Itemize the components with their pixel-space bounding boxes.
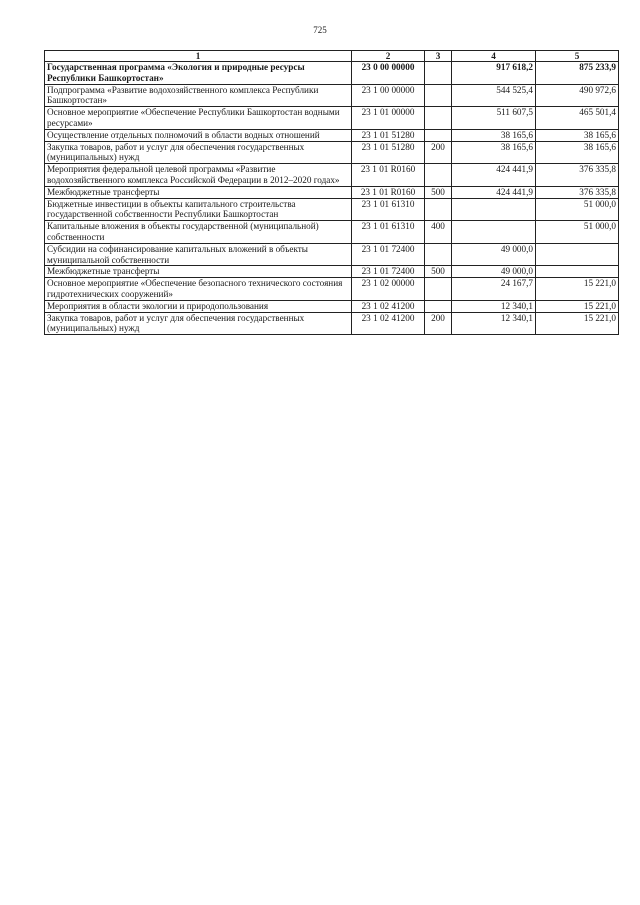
row-expense-type-cell: 500 xyxy=(425,186,452,198)
row-code-cell: 23 1 02 00000 xyxy=(352,278,425,301)
table-body xyxy=(45,62,619,335)
row-amount-col5-cell xyxy=(536,243,619,266)
row-code-cell: 23 1 01 R0160 xyxy=(352,186,425,198)
table-row xyxy=(45,107,619,130)
row-code-cell: 23 1 01 51280 xyxy=(352,129,425,141)
table-row xyxy=(45,300,619,312)
row-code-cell: 23 0 00 00000 xyxy=(352,62,425,85)
row-expense-type-cell: 200 xyxy=(425,141,452,164)
row-amount-col4-cell: 24 167,7 xyxy=(452,278,536,301)
row-name-cell: Подпрограмма «Развитие водохозяйственного комплекса Республики Башкортостан» xyxy=(45,84,352,107)
row-expense-type-cell: 400 xyxy=(425,221,452,244)
row-code-cell: 23 1 02 41200 xyxy=(352,312,425,335)
row-code-cell: 23 1 02 41200 xyxy=(352,300,425,312)
row-expense-type-cell: 200 xyxy=(425,312,452,335)
header-col-4: 4 xyxy=(452,51,536,62)
table-row xyxy=(45,312,619,335)
row-amount-col4-cell: 544 525,4 xyxy=(452,84,536,107)
row-code-cell: 23 1 01 51280 xyxy=(352,141,425,164)
header-col-2: 2 xyxy=(352,51,425,62)
row-amount-col5-cell: 465 501,4 xyxy=(536,107,619,130)
header-col-3: 3 xyxy=(425,51,452,62)
table-row xyxy=(45,221,619,244)
row-expense-type-cell xyxy=(425,107,452,130)
row-amount-col5-cell: 15 221,0 xyxy=(536,312,619,335)
row-code-cell: 23 1 01 72400 xyxy=(352,266,425,278)
row-name-cell: Межбюджетные трансферты xyxy=(45,186,352,198)
row-amount-col4-cell: 38 165,6 xyxy=(452,141,536,164)
row-amount-col4-cell: 917 618,2 xyxy=(452,62,536,85)
row-amount-col5-cell: 51 000,0 xyxy=(536,221,619,244)
table-row xyxy=(45,62,619,85)
row-amount-col4-cell: 38 165,6 xyxy=(452,129,536,141)
table-row xyxy=(45,243,619,266)
row-name-cell: Капитальные вложения в объекты государственной (муниципальной) собственности xyxy=(45,221,352,244)
row-name-cell: Закупка товаров, работ и услуг для обеспечения государственных (муниципальных) нужд xyxy=(45,312,352,335)
table-row xyxy=(45,141,619,164)
row-name-cell: Субсидии на софинансирование капитальных вложений в объекты муниципальной собственности xyxy=(45,243,352,266)
row-amount-col5-cell: 376 335,8 xyxy=(536,164,619,187)
row-amount-col4-cell: 49 000,0 xyxy=(452,266,536,278)
row-amount-col5-cell: 38 165,6 xyxy=(536,141,619,164)
header-row xyxy=(45,51,619,62)
table-row xyxy=(45,186,619,198)
row-amount-col4-cell xyxy=(452,221,536,244)
row-amount-col4-cell: 49 000,0 xyxy=(452,243,536,266)
table-row xyxy=(45,198,619,221)
row-amount-col4-cell: 12 340,1 xyxy=(452,312,536,335)
row-amount-col5-cell: 875 233,9 xyxy=(536,62,619,85)
row-code-cell: 23 1 01 R0160 xyxy=(352,164,425,187)
row-amount-col5-cell: 376 335,8 xyxy=(536,186,619,198)
table-row xyxy=(45,84,619,107)
header-col-1: 1 xyxy=(45,51,352,62)
row-amount-col5-cell: 51 000,0 xyxy=(536,198,619,221)
row-expense-type-cell xyxy=(425,300,452,312)
budget-table xyxy=(44,50,619,335)
row-code-cell: 23 1 00 00000 xyxy=(352,84,425,107)
row-amount-col5-cell: 15 221,0 xyxy=(536,300,619,312)
row-amount-col5-cell: 38 165,6 xyxy=(536,129,619,141)
row-name-cell: Основное мероприятие «Обеспечение безопасного технического состояния гидротехнических сооружений» xyxy=(45,278,352,301)
row-amount-col4-cell xyxy=(452,198,536,221)
row-amount-col5-cell xyxy=(536,266,619,278)
page-number: 725 xyxy=(313,25,327,35)
row-code-cell: 23 1 01 00000 xyxy=(352,107,425,130)
row-amount-col4-cell: 12 340,1 xyxy=(452,300,536,312)
row-expense-type-cell xyxy=(425,243,452,266)
row-expense-type-cell xyxy=(425,62,452,85)
row-name-cell: Мероприятия в области экологии и природопользования xyxy=(45,300,352,312)
row-expense-type-cell xyxy=(425,278,452,301)
table-row xyxy=(45,164,619,187)
row-name-cell: Основное мероприятие «Обеспечение Республики Башкортостан водными ресурсами» xyxy=(45,107,352,130)
row-code-cell: 23 1 01 72400 xyxy=(352,243,425,266)
row-amount-col4-cell: 511 607,5 xyxy=(452,107,536,130)
row-name-cell: Мероприятия федеральной целевой программы «Развитие водохозяйственного комплекса Российской Федерации в 2012–2020 годах» xyxy=(45,164,352,187)
row-expense-type-cell: 500 xyxy=(425,266,452,278)
row-name-cell: Закупка товаров, работ и услуг для обеспечения государственных (муниципальных) нужд xyxy=(45,141,352,164)
row-amount-col4-cell: 424 441,9 xyxy=(452,186,536,198)
row-amount-col5-cell: 15 221,0 xyxy=(536,278,619,301)
row-code-cell: 23 1 01 61310 xyxy=(352,221,425,244)
header-col-5: 5 xyxy=(536,51,619,62)
row-code-cell: 23 1 01 61310 xyxy=(352,198,425,221)
table-row xyxy=(45,278,619,301)
row-name-cell: Осуществление отдельных полномочий в области водных отношений xyxy=(45,129,352,141)
row-expense-type-cell xyxy=(425,129,452,141)
row-name-cell: Бюджетные инвестиции в объекты капитального строительства государственной собственности Республики Башкортостан xyxy=(45,198,352,221)
row-amount-col4-cell: 424 441,9 xyxy=(452,164,536,187)
row-expense-type-cell xyxy=(425,198,452,221)
row-expense-type-cell xyxy=(425,164,452,187)
table-row xyxy=(45,266,619,278)
table-header xyxy=(45,51,619,62)
table-row xyxy=(45,129,619,141)
row-name-cell: Государственная программа «Экология и природные ресурсы Республики Башкортостан» xyxy=(45,62,352,85)
row-expense-type-cell xyxy=(425,84,452,107)
row-name-cell: Межбюджетные трансферты xyxy=(45,266,352,278)
row-amount-col5-cell: 490 972,6 xyxy=(536,84,619,107)
